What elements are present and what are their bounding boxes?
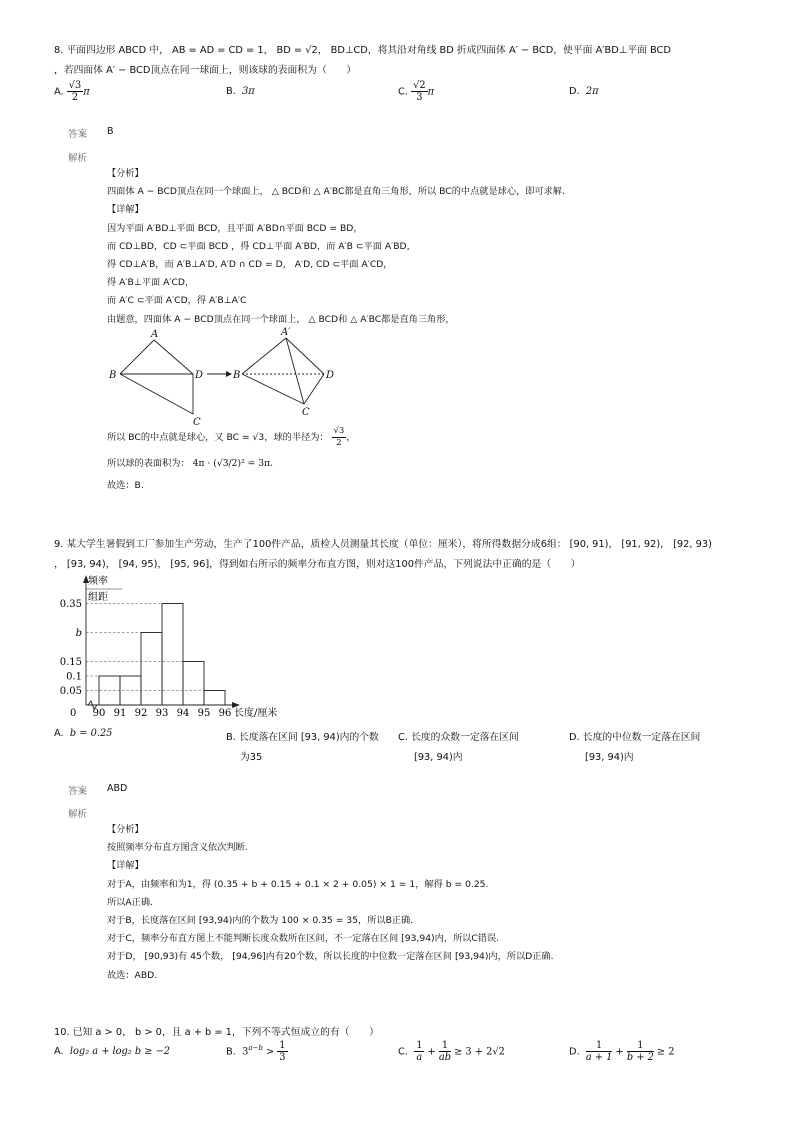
q8-solution-line: 而 CD⊥BD，CD ⊂平面 BCD ，得 CD⊥平面 A′BD，而 A′B ⊂平面 A′BD， bbox=[107, 240, 416, 252]
fig-label-c-right: C bbox=[302, 407, 310, 418]
q10-option-b-fraction: $\frac{1}{3}$ bbox=[279, 1040, 286, 1063]
q10-option-a: A. log₂ a + log₂ b ≥ −2 bbox=[54, 1046, 171, 1057]
q9-answer-label: 答案 bbox=[68, 786, 88, 797]
q8-analysis-label: 解析 bbox=[68, 153, 88, 164]
q8-option-c: C. $\frac{√2}{3}$ π bbox=[398, 80, 435, 103]
fig-label-b-right: B bbox=[233, 370, 241, 381]
q9-solution-line: 按照频率分布直方图含义依次判断. bbox=[107, 842, 248, 854]
q8-option-a: A. $\frac{√3}{2}$ π bbox=[54, 80, 90, 103]
fig-label-a: A bbox=[151, 329, 159, 340]
q9-solution-line: 对于C，频率分布直方图上不能判断长度众数所在区间，不一定落在区间 [93,94)内，所以C错误. bbox=[107, 933, 500, 945]
hist-y-tick-label: 0.15 bbox=[59, 657, 82, 668]
hist-x-tick-label: 95 bbox=[197, 708, 211, 719]
q10-option-d: D. $\frac{1}{a + 1}$ + $\frac{1}{b + 2}$ ≥ 2 bbox=[569, 1040, 675, 1063]
q10-option-c-fraction-1: $\frac{1}{a}$ bbox=[416, 1040, 423, 1063]
q9-solution-line: 【详解】 bbox=[107, 860, 144, 872]
q8-answer-label: 答案 bbox=[68, 129, 88, 140]
q8-option-c-fraction: $\frac{√2}{3}$ bbox=[413, 80, 426, 103]
q8-solution-line: 因为平面 A′BD⊥平面 BCD，且平面 A′BD∩平面 BCD = BD， bbox=[107, 222, 363, 234]
q10-option-b: B. $3^{a-b}$ > $\frac{1}{3}$ bbox=[226, 1040, 286, 1063]
q9-solution-line: 故选：ABD. bbox=[107, 969, 158, 981]
fig-label-b: B bbox=[109, 370, 117, 381]
q9-stem-line1: 9. 某大学生暑假到工厂参加生产劳动，生产了100件产品，质检人员测量其长度（单位：厘米），将所得数据分成6组： [90, 91)， [91, 92)， [92, 93) bbox=[54, 539, 712, 550]
fig-label-d: D bbox=[195, 370, 204, 381]
hist-bar bbox=[162, 604, 183, 706]
q8-solution-line: 【分析】 bbox=[107, 168, 144, 179]
hist-x-tick-label: 91 bbox=[113, 708, 127, 719]
q9-solution-line: 对于D， [90,93)有 45个数， [94,96]内有20个数，所以长度的中位数一定落在区间 [93,94)内，所以D正确. bbox=[107, 951, 554, 963]
q9-solution-line: 【分析】 bbox=[107, 824, 144, 835]
q8-stem-line1: 8. 平面四边形 ABCD 中， AB = AD = CD = 1， BD = √2， BD⊥CD，将其沿对角线 BD 折成四面体 A′ − BCD，使平面 A′BD⊥平面 BCD bbox=[54, 45, 671, 56]
hist-y-tick-label: 0.1 bbox=[66, 671, 82, 683]
q9-option-a: A. b = 0.25 bbox=[54, 728, 113, 739]
hist-x-tick-label: 92 bbox=[134, 708, 148, 719]
q9-option-c: C. 长度的众数一定落在区间 [93, 94)内 bbox=[398, 732, 519, 763]
hist-y-tick-label: 0.05 bbox=[59, 686, 82, 697]
fig-label-d-right: D bbox=[326, 370, 335, 381]
q8-solution-line: 而 A′C ⊂平面 A′CD，得 A′B⊥A′C bbox=[107, 295, 247, 307]
hist-x-tick-label: 93 bbox=[155, 708, 169, 719]
hist-bar bbox=[183, 662, 204, 706]
q8-solution-line: 得 A′B⊥平面 A′CD， bbox=[107, 277, 195, 289]
hist-y-tick-label: 0.35 bbox=[59, 599, 82, 610]
q9-histogram bbox=[50, 570, 300, 722]
q9-stem-line2: ， [93, 94)， [94, 95)， [95, 96]，得到如右所示的频率分布直方图，则对这100件产品，下列说法中正确的是（ ） bbox=[54, 559, 581, 570]
q8-option-d: D. 2π bbox=[569, 86, 599, 97]
q10-option-c: C. $\frac{1}{a}$ + $\frac{1}{ab}$ ≥ 3 + 2√2 bbox=[398, 1040, 505, 1063]
hist-x-tick-label: 94 bbox=[176, 708, 190, 719]
q8-fold-figure bbox=[104, 326, 344, 428]
q8-solution-line: 四面体 A − BCD顶点在同一个球面上， △ BCD和 △ A′BC都是直角三角形，所以 BC的中点就是球心，即可求解. bbox=[107, 186, 565, 198]
hist-ylabel-top: 频率 bbox=[88, 576, 108, 587]
hist-bar bbox=[204, 691, 225, 706]
q8-answer: B bbox=[107, 126, 114, 137]
q8-solution-line: 得 CD⊥A′B，而 A′B⊥A′D, A′D ∩ CD = D， A′D, CD ⊂平面 A′CD， bbox=[107, 259, 393, 271]
q8-conclusion-radius: 所以 BC的中点就是球心，又 BC = √3，球的半径为： $\frac{√3}{2}$ ， bbox=[107, 426, 356, 448]
hist-ylabel-bottom: 组距 bbox=[88, 592, 108, 603]
hist-x-tick-label: 90 bbox=[92, 708, 106, 719]
q8-solution-line: 【详解】 bbox=[107, 204, 144, 216]
q8-conclusion-area: 所以球的表面积为： 4π · (√3/2)² = 3π. bbox=[107, 458, 274, 469]
q10-stem: 10. 已知 a > 0， b > 0，且 a + b = 1，下列不等式恒成立的有（ ） bbox=[54, 1027, 379, 1038]
q9-solution-line: 所以A正确. bbox=[107, 896, 153, 908]
q9-analysis-label: 解析 bbox=[68, 809, 88, 820]
hist-origin: 0 bbox=[70, 708, 77, 719]
q8-conclusion-choice: 故选：B. bbox=[107, 480, 144, 491]
q8-option-a-fraction: $\frac{√3}{2}$ bbox=[68, 80, 82, 103]
q8-option-b: B. 3π bbox=[226, 86, 255, 97]
q8-solution bbox=[107, 165, 565, 329]
q8-radius-fraction: $\frac{√3}{2}$ bbox=[333, 426, 345, 448]
q10-option-d-fraction-2: $\frac{1}{b + 2}$ bbox=[626, 1040, 654, 1063]
hist-x-tick-label: 96 bbox=[218, 708, 232, 719]
q9-solution-line: 对于B，长度落在区间 [93,94)内的个数为 100 × 0.35 = 35，所以B正确. bbox=[107, 915, 414, 927]
fig-label-c: C bbox=[193, 417, 201, 428]
hist-bar bbox=[141, 633, 162, 706]
q9-answer: ABD bbox=[107, 783, 128, 794]
fig-label-a-prime: A′ bbox=[281, 327, 291, 338]
q10-option-c-fraction-2: $\frac{1}{ab}$ bbox=[438, 1040, 451, 1063]
hist-xlabel: 长度/厘米 bbox=[234, 708, 278, 719]
q9-solution bbox=[107, 821, 554, 985]
q9-option-d: D. 长度的中位数一定落在区间 [93, 94)内 bbox=[569, 732, 701, 763]
q8-solution-line: 由题意，四面体 A − BCD顶点在同一个球面上， △ BCD和 △ A′BC都是直角三角形， bbox=[107, 313, 455, 325]
q9-solution-line: 对于A，由频率和为1，得 (0.35 + b + 0.15 + 0.1 × 2 + 0.05) × 1 = 1，解得 b = 0.25. bbox=[107, 878, 489, 890]
q10-option-d-fraction-1: $\frac{1}{a + 1}$ bbox=[585, 1040, 613, 1063]
hist-y-tick-label: b bbox=[75, 628, 82, 639]
q9-option-b: B. 长度落在区间 [93, 94)内的个数 为35 bbox=[226, 732, 379, 763]
q8-stem-line2: ，若四面体 A′ − BCD顶点在同一球面上，则该球的表面积为（ ） bbox=[54, 65, 357, 76]
